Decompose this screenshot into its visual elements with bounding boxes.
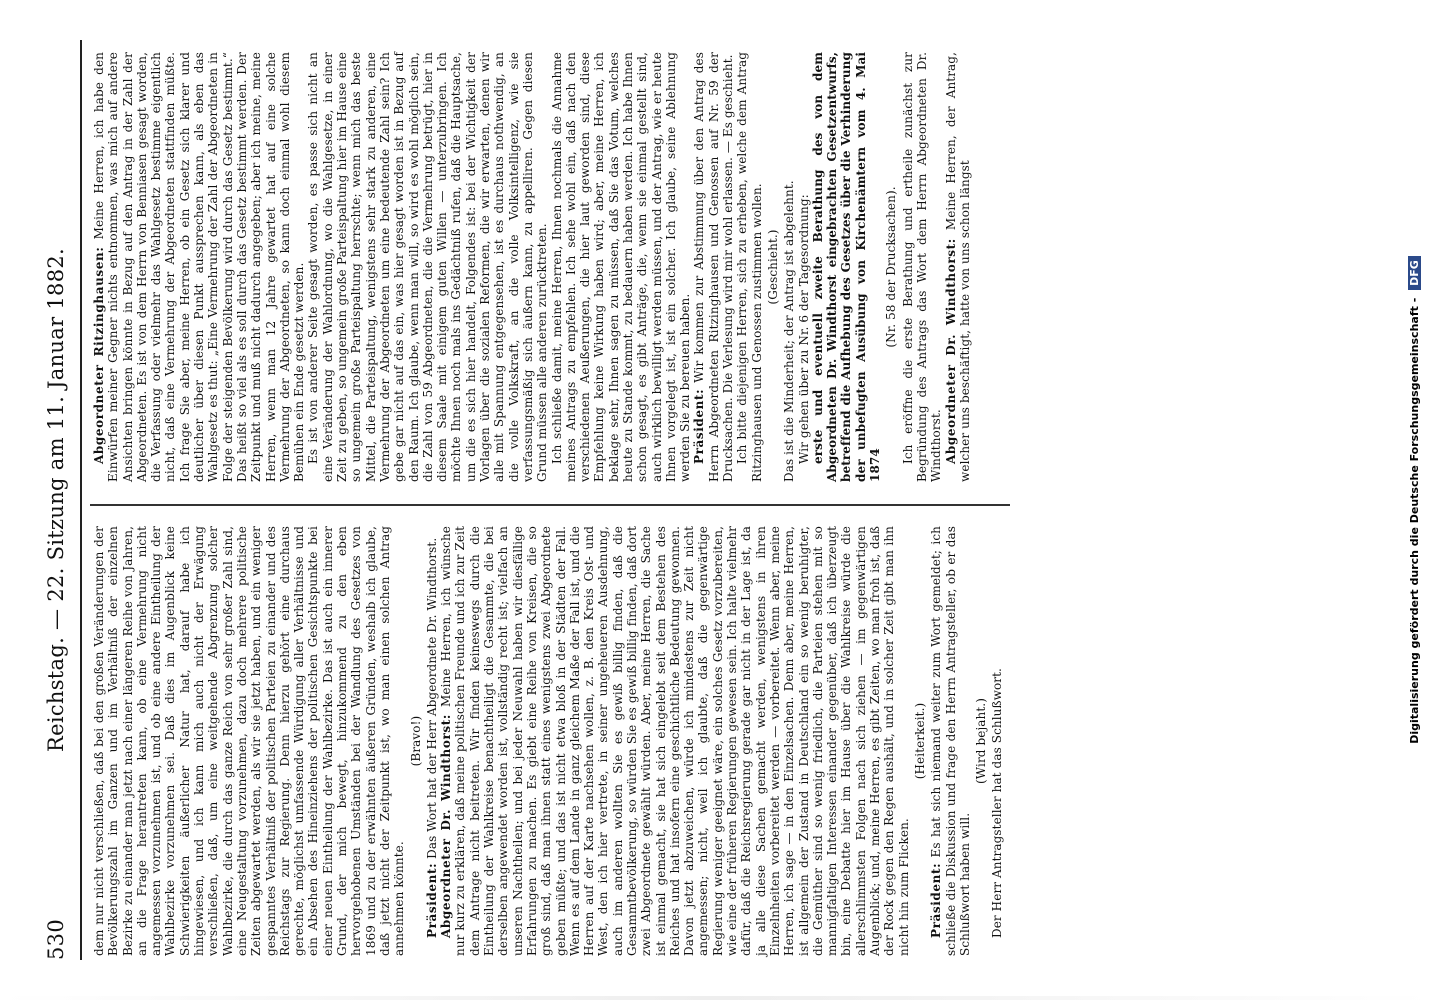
paragraph: Ich schließe damit, meine Herren, Ihnen nochmals die Annahme meines Antrags zu empfehlen. Ich sehe wohl ein, daß nach den verschiedenen Aeußerungen, die hier laut geworden sind, diese Empfehlung keine Wirkung haben wird; aber, meine Herren, ich beklage sehr, Ihnen sagen zu müssen, daß Sie das Votum, welches heute zu Stande kommt, zu bedauern haben werden. Ich habe Ihnen schon gesagt, es gibt Anträge, die, wenn sie einmal gestellt sind, auch wirklich bewilligt werden müssen, und der Antrag, wie er heute Ihnen vorgelegt ist, ist ein solcher. Ich glaube, seine Ablehnung werden Sie zu bereuen haben. — [549, 52, 693, 482]
stage-note: (Bravo!) — [408, 715, 423, 767]
header-title: Reichstag. — 22. Sitzung am 11. Januar 1882. — [44, 248, 68, 753]
scan-edge — [0, 996, 1432, 1000]
paragraph: Es ist von anderer Seite gesagt worden, es passe sich nicht an eine Veränderung der Wahlordnung, wo die Wahlgesetze, in einer Zeit zu geben, so ungemein große Parteispaltung hier im Hause eine so ungemein große Parteispaltung herrschte; wenn mich das beste Mittel, die Parteispaltung, wenigstens sehr stark zu anderen, eine Vermehrung der Abgeordneten um eine bedeutende Zahl sein? Ich gebe gar nicht auf das ein, was hier gesagt worden ist in Bezug auf den Raum. Ich glaube, wenn man will, so wird es wohl möglich sein, die Zahl von 59 Abgeordneten, die die Vermehrung betrügt, hier in diesem Saale mit einigem guten Willen — unterzubringen. Ich möchte Ihnen noch mals ins Gedächtniß rufen, daß die Hauptsache, um die es sich hier handelt, Folgendes ist: bei der Wichtigkeit der Vorlagen über die sozialen Reformen, die wir erwarten, denen wir alle mit Spannung entgegensehen, ist es durchaus nothwendig, an die volle Volkskraft, an die volle Volksintelligenz, wie sie verfassungsmäßig sich äußern kann, zu appelliren. Gegen diesen Grund müssen alle anderen zurücktreten. — [306, 52, 550, 482]
column-divider — [90, 504, 1010, 506]
speech-text: Meine Herren, der Antrag, welcher uns beschäftigt, hatte von uns schon längst — [943, 51, 972, 482]
speaker-label: Abgeordneter Dr. Windthorst: — [439, 714, 454, 938]
footer-credit: Digitalisierung gefördert durch die Deutsche Forschungsgemeinschaft - — [1408, 297, 1421, 744]
speaker-label: Präsident: — [424, 862, 439, 938]
stage-note: (Wird bejaht.) — [974, 698, 989, 784]
speech-text: Meine Herren, ich habe den Einwürfen meiner Gegner nichts entnommen, was mich auf andere Ansichten bringen könnte in Bezug auf den Antrag in der Zahl der Abgeordneten. Es ist von dem Herrn von Benniasen gesagt worden, die Verfassung oder vielmehr das Wahlgesetz bestimme eigentlich nicht, daß eine Vermehrung der Abgeordneten stattfinden müßte. Ich frage Sie aber, meine Herren, ob ein Gesetz sich klarer und deutlicher über diesen Punkt aussprechen kann, als eben das Wahlgesetz es thut: „Eine Vermehrung der Zahl der Abgeordneten in Folge der steigenden Bevölkerung wird durch das Gesetz bestimmt.“ Das heißt so viel als es soll durch das Gesetz bestimmt werden. Der Zeitpunkt und muß nicht dadurch angegeben; aber ich meine, meine Herren, wenn man 12 Jahre gewartet hat auf eine solche Vermehrung der Abgeordneten, so kann doch einmal wohl diesem Bemühen ein Ende gesetzt werden. — [92, 52, 307, 482]
dfg-logo: DFG — [1408, 256, 1421, 290]
page-number: 530 — [44, 919, 68, 960]
paragraph: Ich eröffne die erste Berathung und ertheile zunächst zur Begründung des Antrags das Wort dem Herrn Abgeordneten Dr. Windthorst. — [900, 52, 944, 482]
speech-text: Es hat sich niemand weiter zum Wort gemeldet; ich schließe die Diskussion und frage den Herrn Antragsteller, ob er das Schlußwort haben will. — [929, 526, 972, 956]
paragraph: dem nur nicht verschließen, daß bei den großen Veränderungen der Bevölkerungszahl im Ganzen und im Verhältniß der einzelnen Bezirke zu einander man jetzt nach einer längeren Reihe von Jahren, an die Frage herantreten kann, ob eine Vermehrung nicht angemessen vorzunehmen ist, und ob eine andere Eintheilung der Wahlbezirke vorzunehmen sei. Daß dies im Augenblick keine Schwierigkeiten äußerlicher Natur hat, darauf habe ich hingewiesen, und ich kann mich auch nicht der Erwägung verschließen, daß, um eine weitgehende Abgrenzung solcher Wahlbezirke, die durch das ganze Reich von sehr großer Zahl sind, eine Neugestaltung vorzunehmen, dazu doch mehrere politische Zeiten abgewartet werden, als wir sie jetzt haben, und ein weniger gespanntes Verhältniß der politischen Parteien zu einander und des Reichstags zur Regierung. Denn hierzu gehört eine durchaus gerechte, möglichst umfassende Würdigung aller Verhältnisse und ein Absehen des Hineinziehens der politischen Gesichtspunkte bei einer neuen Eintheilung der Wahlbezirke. Das ist auch ein innerer Grund, der mich bewegt, hinzukommend zu den eben hervorgehobenen Umständen bei der Wandlung des Gesetzes von 1869 und zu der erwähnten äußeren Gründen, weshalb ich glaube, daß jetzt nicht der Zeitpunkt ist, wo man einen solchen Antrag annehmen könnte. — [92, 526, 407, 956]
paragraph: Das ist die Minderheit; der Antrag ist abgelehnt. — [782, 180, 797, 482]
running-header — [40, 40, 72, 960]
speaker-label: Abgeordneter Dr. Windthorst: — [943, 238, 958, 464]
speech-text: Das Wort hat der Herr Abgeordnete Dr. Windthorst. — [424, 537, 439, 859]
agenda-item: erste und eventuell zweite Berathung des von dem Abgeordneten Dr. Windthorst eingebrachten Gesetzentwurfs, betreffend die Aufhebung des Gesetzes über die Verhinderung der unbefugten Ausübung von Kirchenämtern vom 4. Mai 1874 — [810, 52, 883, 482]
speech-text: Wir kommen zur Abstimmung über den Antrag des Herrn Abgeordneten Ritzinghausen und Genossen auf Nr. 59 der Drucksachen. Die Verlesung wird mir wohl erlassen. — Es geschieht. — [692, 52, 736, 482]
paragraph: Ich bitte diejenigen Herren, sich zu erheben, welche dem Antrag Ritzinghausen und Genossen zustimmen wollen. — [735, 52, 764, 482]
stage-note: (Heiterkeit.) — [912, 702, 927, 780]
right-column — [92, 52, 972, 482]
header-rule — [80, 40, 82, 960]
speech-text: Meine Herren, ich wünsche nur kurz zu erklären, daß meine politischen Freunde und ich zur Zeit dem Antrage nicht beitreten. Wir finden keineswegs durch die Eintheilung der Wahlkreise benachtheiligt die Gesammte, die bei derselben angewendet worden ist, vollständig recht ist; vielfach an unseren Nachtheilen; und bei jeder Neuwahl haben wir diesfällige Erfahrungen zu machen. Es giebt eine Reihe von Kreisen, die so groß sind, daß man ihnen statt eines wenigstens zwei Abgeordnete geben müßte; und das ist nicht etwa bloß in der Städten der Fall. Wenn es auf dem Lande in ganz gleichem Maße der Fall ist, und die Herren auf der Karte nachsehen wollen, z. B. den Kreis Ost- und West, den ich hier vertrete, in seiner ungeheueren Ausdehnung, auch im anderen wollten Sie es gewiß billig finden, daß die Gesammtbevölkerung, so würden Sie es gewiß billig finden, daß dort zwei Abgeordnete gewählt würden. Aber, meine Herren, die Sache ist einmal gemacht, sie hat sich eingelebt seit dem Bestehen des Reiches und hat insofern eine geschichtliche Bedeutung gewonnen. Davon jetzt abzuweichen, würde ich mindestens zur Zeit nicht angemessen; nicht, weil ich glaubte, daß die gegenwärtige Regierung weniger geeignet wäre, ein solches Gesetz vorzubereiten, wie eine der früheren Regierungen gewesen sein. Ich halte vielmehr dafür, daß die Reichsregierung gerade gar nicht in der Lage ist, da ja alle diese Sachen gemacht werden, wenigstens in ihren Einzelnheiten vorbereitet werden — vorbereitet. Wenn aber, meine Herren, ich sage — in den Einzelsachen. Denn aber, meine Herren, ist allgemein der Zustand in Deutschland ein so wenig beruhigter, die Gemüther sind so wenig friedlich, die Parteien stehen mit so mannigfaltigen Interessen einander gegenüber, daß ich überzeugt bin, eine Debatte hier im Hause über die Wahlkreise würde die allerschlimmsten Folgen nach sich ziehen — im gegenwärtigen Augenblick; und, meine Herren, es gibt Zeiten, wo man froh ist, daß der Rock gegen den Regen aushält, und in solcher Zeit gibt man ihn nicht hin zum Flicken. — [439, 526, 911, 956]
digitization-footer — [1408, 0, 1421, 1000]
speaker-label: Präsident: — [929, 862, 944, 938]
agenda-reference: (Nr. 58 der Drucksachen). — [884, 186, 899, 348]
paragraph: Wir gehen über zu Nr. 6 der Tagesordnung: — [796, 194, 811, 464]
speaker-label: Abgeordneter Ritzinghausen: — [92, 246, 106, 464]
stage-note: (Geschieht.) — [765, 229, 780, 305]
left-column — [92, 526, 1005, 956]
speaker-label: Präsident: — [692, 388, 707, 464]
paragraph: Der Herr Antragsteller hat das Schlußwort. — [990, 668, 1005, 938]
